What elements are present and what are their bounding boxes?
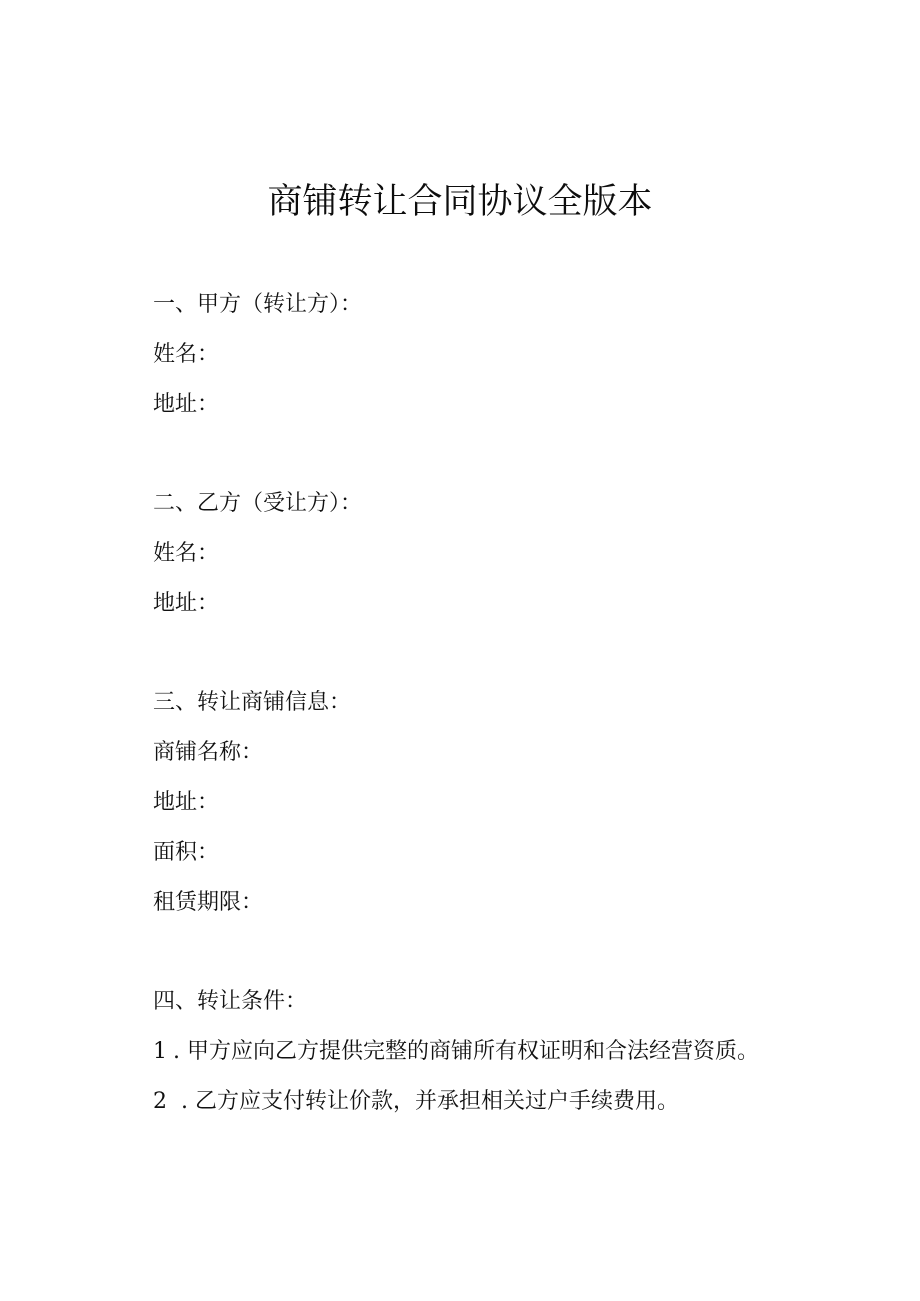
shop-area-label: 面积： xyxy=(153,840,220,865)
party-b-name-label: 姓名： xyxy=(153,541,220,566)
condition-item-text: . 乙方应支付转让价款，并承担相关过户手续费用。 xyxy=(181,1089,679,1114)
party-b-heading: 二、乙方（受让方）： xyxy=(153,491,363,516)
condition-item xyxy=(153,1087,679,1117)
conditions-heading: 四、转让条件： xyxy=(153,989,308,1014)
lease-term-label: 租赁期限： xyxy=(153,890,264,915)
shop-name-label: 商铺名称： xyxy=(153,740,264,765)
condition-item-text: . 甲方应向乙方提供完整的商铺所有权证明和合法经营资质。 xyxy=(173,1039,759,1064)
party-b-address-label: 地址： xyxy=(153,591,220,616)
party-a-heading: 一、甲方（转让方）： xyxy=(153,292,363,317)
condition-item-number: 2 xyxy=(153,1089,167,1114)
party-a-name-label: 姓名： xyxy=(153,342,220,367)
condition-item-number: 1 xyxy=(153,1039,167,1064)
document-title: 商铺转让合同协议全版本 xyxy=(267,182,653,222)
party-a-address-label: 地址： xyxy=(153,392,220,417)
shop-address-label: 地址： xyxy=(153,790,220,815)
shop-info-heading: 三、转让商铺信息： xyxy=(153,690,352,715)
condition-item xyxy=(153,1037,759,1067)
